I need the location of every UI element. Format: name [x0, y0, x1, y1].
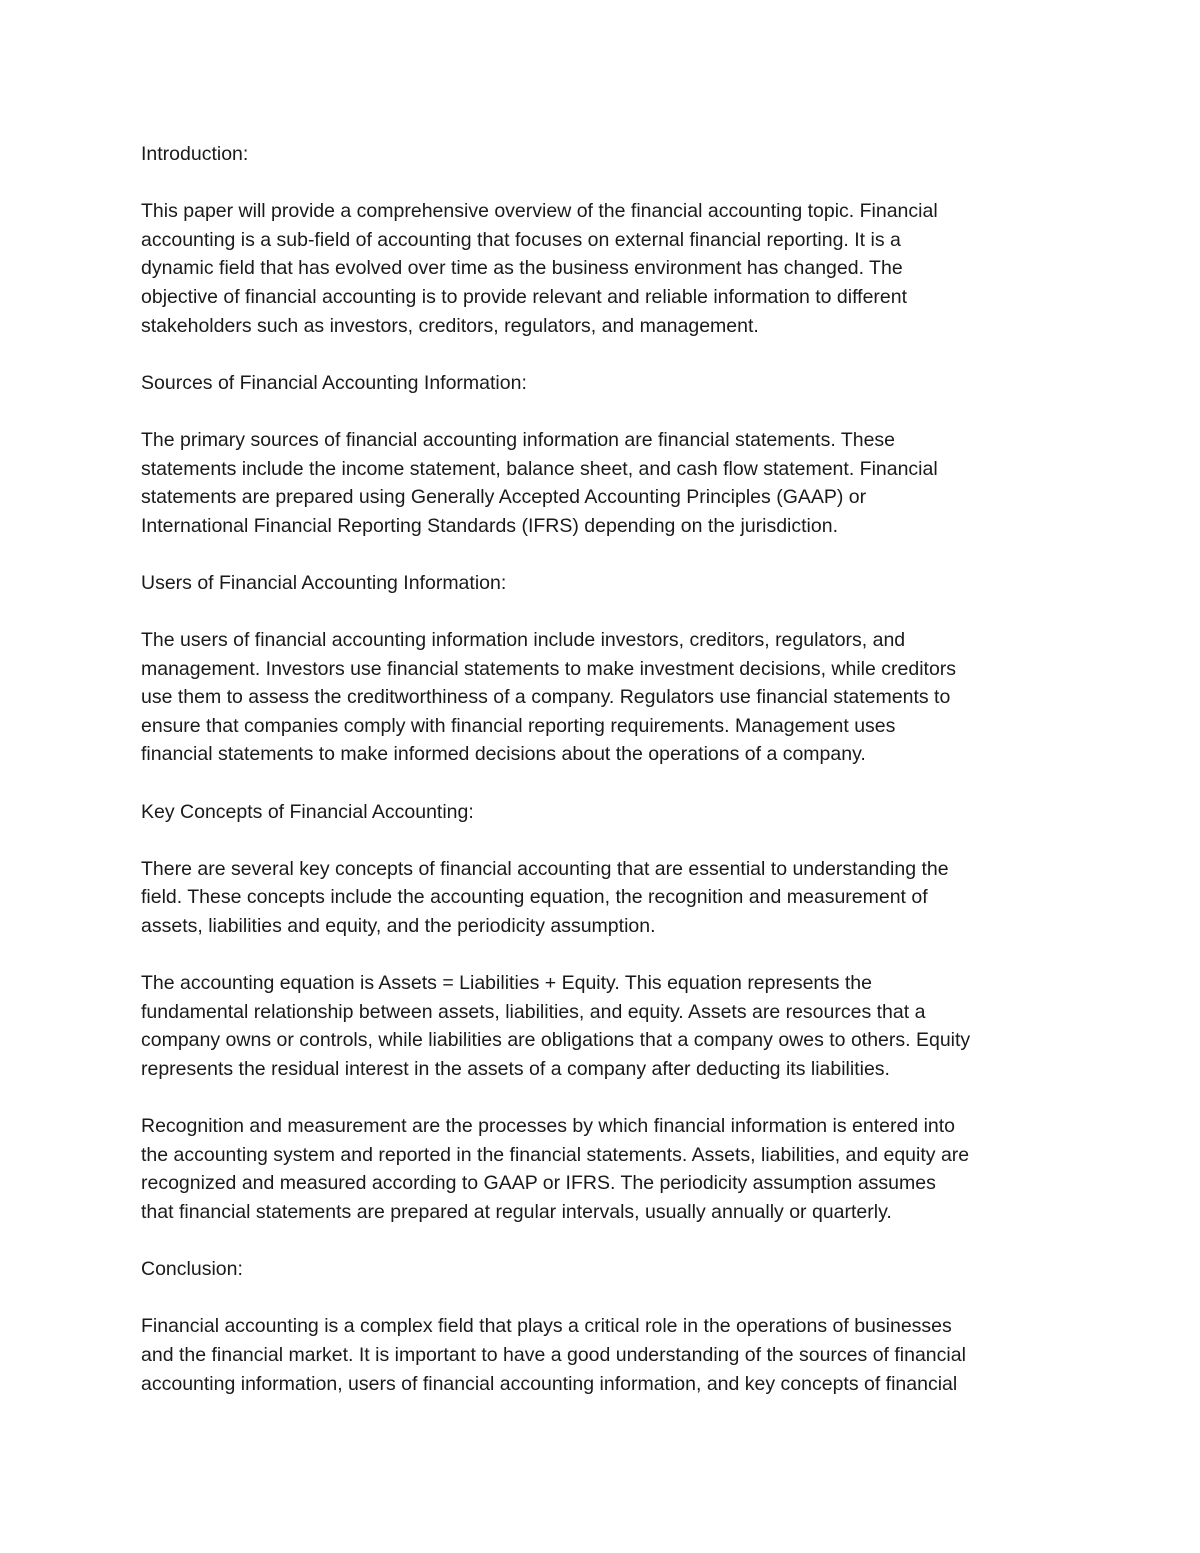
text-line: assets, liabilities and equity, and the periodicity assumption.: [141, 915, 656, 938]
text-line: use them to assess the creditworthiness of a company. Regulators use financial statements to: [141, 686, 951, 709]
text-line: recognized and measured according to GAAP or IFRS. The periodicity assumption assumes: [141, 1172, 936, 1195]
heading-users: [141, 569, 1066, 598]
text-line: and the financial market. It is important to have a good understanding of the sources of financial: [141, 1343, 966, 1366]
document-body: [141, 140, 1066, 1427]
text-line: This paper will provide a comprehensive overview of the financial accounting topic. Financial: [141, 200, 938, 223]
text-line: objective of financial accounting is to provide relevant and reliable information to different: [141, 285, 908, 308]
text-line: accounting information, users of financial accounting information, and key concepts of financial: [141, 1372, 958, 1395]
text-line: management. Investors use financial statements to make investment decisions, while creditors: [141, 657, 957, 680]
text-line: accounting is a sub-field of accounting that focuses on external financial reporting. It is a: [141, 228, 901, 251]
heading-introduction: [141, 140, 1066, 169]
text-line: The primary sources of financial accounting information are financial statements. These: [141, 428, 896, 451]
paragraph: [141, 855, 1066, 941]
text-line: that financial statements are prepared at regular intervals, usually annually or quarterly.: [141, 1200, 892, 1223]
paragraph: [141, 197, 1066, 340]
text-line: The users of financial accounting information include investors, creditors, regulators, and: [141, 629, 906, 652]
paragraph: [141, 1112, 1066, 1226]
text-line: statements include the income statement, balance sheet, and cash flow statement. Financial: [141, 457, 938, 480]
text-line: Financial accounting is a complex field that plays a critical role in the operations of businesses: [141, 1315, 952, 1338]
text-line: financial statements to make informed decisions about the operations of a company.: [141, 743, 866, 766]
text-line: There are several key concepts of financial accounting that are essential to understanding the: [141, 857, 949, 880]
text-line: Users of Financial Accounting Information:: [141, 571, 507, 594]
paragraph: [141, 426, 1066, 540]
paragraph: [141, 626, 1066, 769]
heading-sources: [141, 369, 1066, 398]
text-line: field. These concepts include the accounting equation, the recognition and measurement of: [141, 886, 928, 909]
heading-key-concepts: [141, 798, 1066, 827]
paragraph: [141, 1312, 1066, 1398]
text-line: statements are prepared using Generally Accepted Accounting Principles (GAAP) or: [141, 486, 867, 509]
text-line: Conclusion:: [141, 1258, 243, 1281]
text-line: ensure that companies comply with financial reporting requirements. Management uses: [141, 714, 896, 737]
text-line: company owns or controls, while liabilities are obligations that a company owes to others. Equity: [141, 1029, 971, 1052]
text-line: Recognition and measurement are the processes by which financial information is entered into: [141, 1115, 956, 1138]
text-line: The accounting equation is Assets = Liabilities + Equity. This equation represents the: [141, 972, 872, 995]
heading-conclusion: [141, 1255, 1066, 1284]
text-line: the accounting system and reported in the financial statements. Assets, liabilities, and equity are: [141, 1143, 970, 1166]
text-line: Sources of Financial Accounting Information:: [141, 371, 527, 394]
text-line: dynamic field that has evolved over time as the business environment has changed. The: [141, 257, 903, 280]
text-line: Introduction:: [141, 143, 249, 165]
text-line: stakeholders such as investors, creditors, regulators, and management.: [141, 314, 759, 337]
paragraph: [141, 969, 1066, 1083]
text-line: represents the residual interest in the assets of a company after deducting its liabilities.: [141, 1058, 890, 1080]
text-line: Key Concepts of Financial Accounting:: [141, 800, 474, 823]
text-line: International Financial Reporting Standards (IFRS) depending on the jurisdiction.: [141, 514, 838, 537]
text-line: fundamental relationship between assets, liabilities, and equity. Assets are resources that a: [141, 1000, 926, 1023]
